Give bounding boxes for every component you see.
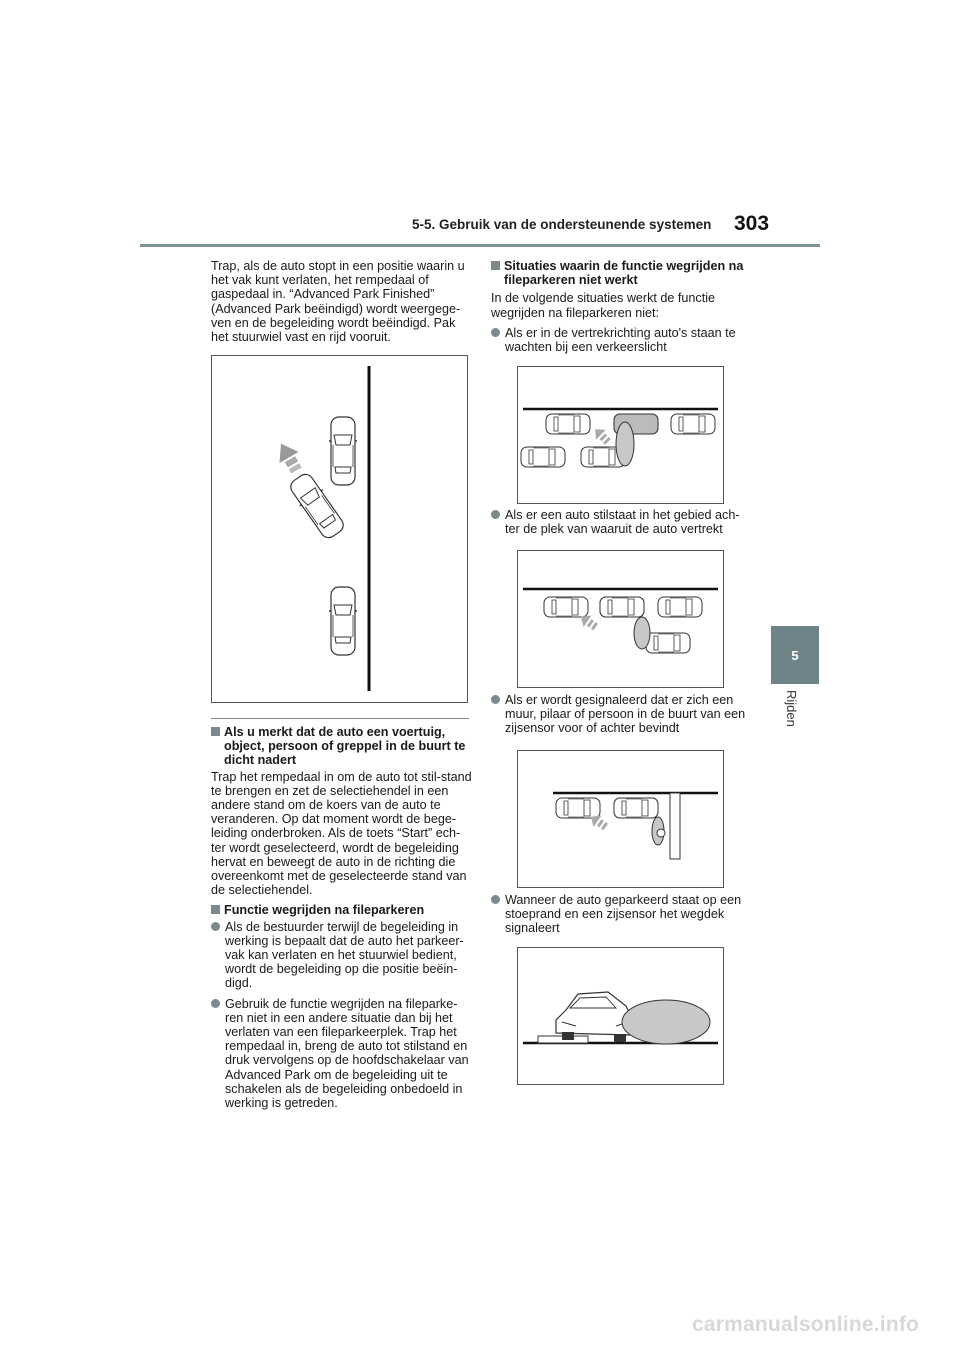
parked-car-front (329, 417, 357, 485)
direction-arrow-icon (271, 438, 306, 476)
waiting-car (521, 447, 565, 467)
parked-car (544, 597, 588, 617)
diagram-wall-pillar (517, 750, 724, 888)
section-divider (211, 718, 469, 719)
stopped-car (646, 633, 690, 653)
square-bullet-icon (211, 727, 220, 736)
list-item: Gebruik de functie wegrijden na fileparke-ren niet in een andere situatie dan bij het verlaten van een fileparkeerplek. Trap het rempedaal in, breng de auto tot stilstand en druk vervolgens op de hoofdschakelaar van Advanced Park om de begeleiding uit te schakelen als de begeleiding onbedoeld in werking is getreden. (211, 997, 473, 1111)
chapter-tab[interactable]: 5 (771, 626, 819, 684)
section-heading-not-working: Situaties waarin de functie wegrijden na fileparkeren niet werkt (491, 259, 751, 287)
right-column (491, 259, 751, 360)
parked-car-rear (329, 587, 357, 655)
target-car (600, 597, 644, 617)
bullet-dot-icon (211, 922, 220, 931)
page-number: 303 (734, 212, 770, 235)
right-intro: In de volgende situaties werkt de functie wegrijden na fileparkeren niet: (491, 291, 716, 320)
section-heading-function: Functie wegrijden na fileparkeren (211, 903, 473, 917)
right-bullet-2 (491, 508, 751, 542)
list-item: Als de bestuurder terwijl de begeleiding in werking is bepaalt dat de auto het parkeer-vak kan verlaten en het stuurwiel bedient, wordt de begeleiding op die positie beëin-digd. (211, 920, 473, 991)
parked-car (658, 597, 702, 617)
bullet-dot-icon (491, 695, 500, 704)
parked-car (556, 798, 600, 818)
square-bullet-icon (211, 905, 220, 914)
bullet-dot-icon (491, 895, 500, 904)
list-item: Als er in de vertrekrichting auto's staan te wachten bij een verkeerslicht (491, 326, 751, 354)
section-body-approach: Trap het rempedaal in om de auto tot stil-stand te brengen en zet de selectiehendel in een andere stand om de koers van de auto te veranderen. Op dat moment wordt de bege-leiding onderbroken. Als de toets “Start” ech-ter wordt geselecteerd, wordt de begeleiding hervat en beweegt de auto in de richting die overeenkomt met de geselecteerde stand van de selectiehendel. (211, 769, 472, 898)
parked-car (671, 414, 715, 434)
section-heading-approach: Als u merkt dat de auto een voertuig, object, persoon of greppel in de buurt te dicht nadert (211, 725, 473, 768)
right-bullet-3 (491, 693, 753, 742)
list-item: Wanneer de auto geparkeerd staat op een stoeprand en een zijsensor het wegdek signaleert (491, 893, 753, 936)
left-sections (211, 725, 473, 1116)
chapter-label: Rijden (784, 690, 799, 727)
sensor-area (616, 422, 634, 466)
header-rule (140, 244, 820, 247)
diagram-waiting-cars (517, 366, 724, 504)
list-item: Als er een auto stilstaat in het gebied ach-ter de plek van waaruit de auto vertrekt (491, 508, 751, 536)
direction-arrow-icon (590, 424, 613, 447)
bullet-dot-icon (211, 999, 220, 1008)
diagram-parallel-exit (211, 355, 468, 703)
target-car (614, 798, 658, 818)
pillar (670, 793, 680, 859)
person-icon (657, 829, 665, 837)
left-column (211, 259, 471, 350)
square-bullet-icon (491, 261, 500, 270)
list-item: Als er wordt gesignaleerd dat er zich een muur, pilaar of persoon in de buurt van een zijsensor voor of achter bevindt (491, 693, 753, 736)
diagram-stopped-car-behind (517, 550, 724, 688)
sensor-area (634, 617, 650, 649)
sensor-area (622, 1000, 710, 1044)
bullet-dot-icon (491, 510, 500, 519)
diagram-curb-sensor (517, 947, 724, 1085)
intro-paragraph: Trap, als de auto stopt in een positie waarin u het vak kunt verlaten, het rempedaal of gaspedaal in. “Advanced Park Finished” (Advanced Park beëindigd) wordt weergege-ven en de begeleiding wordt beëindigd. Pak het stuurwiel vast en rijd vooruit. (211, 259, 465, 345)
right-bullet-4 (491, 893, 753, 942)
bullet-dot-icon (491, 328, 500, 337)
section-title: 5-5. Gebruik van de ondersteunende systemen (412, 217, 712, 232)
watermark-logo: carmanualsonline.info (692, 1313, 920, 1336)
parked-car (546, 414, 590, 434)
